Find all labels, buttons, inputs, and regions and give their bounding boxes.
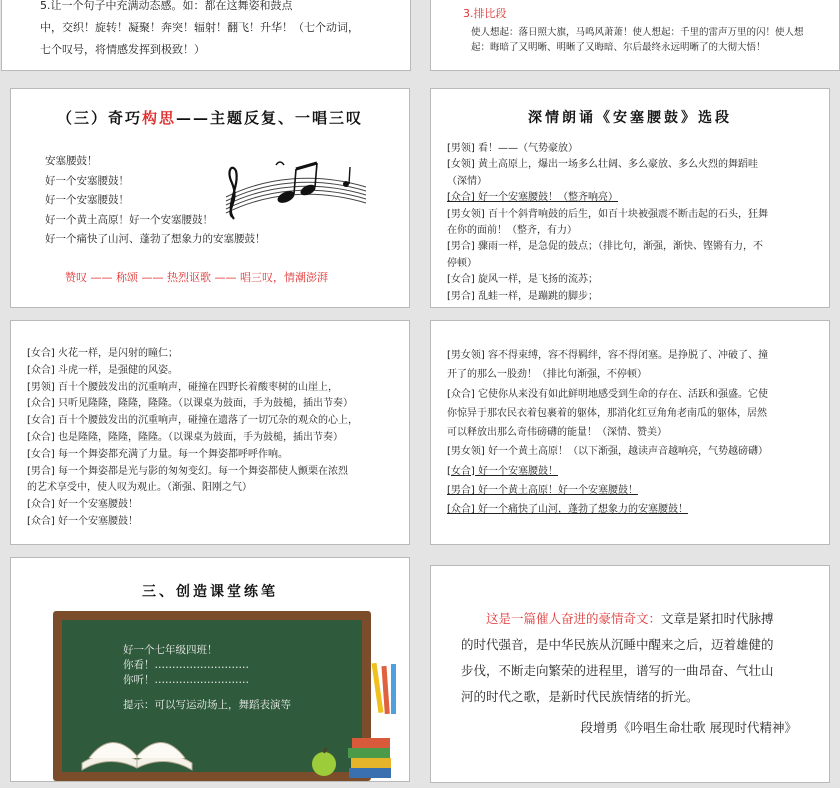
slide-2-text xyxy=(471,25,804,55)
text-line: 好一个安塞腰鼓！ xyxy=(45,174,129,187)
slide-8 xyxy=(430,565,830,783)
text-line: （深情） xyxy=(447,175,487,187)
slide-5 xyxy=(10,320,410,545)
text-line: 使人想起：落日照大旗，马鸣风萧萧！使人想起：千里的雷声万里的闪！使人想 xyxy=(471,27,804,38)
text-line: 河的时代之歌，是新时代民族情绪的折光。 xyxy=(461,689,699,704)
slide-3 xyxy=(10,88,410,308)
slide-1-text xyxy=(40,0,359,61)
text-line: [女合] 好一个安塞腰鼓！ xyxy=(447,465,558,477)
slide-2 xyxy=(430,0,840,71)
text-line: [男领] 百十个腰鼓发出的沉重响声，碰撞在四野长着酸枣树的山崖上， xyxy=(27,381,338,393)
text-line: [男合] 每一个舞姿都是光与影的匆匆变幻。每一个舞姿都使人颤栗在浓烈 xyxy=(27,465,348,477)
chalkboard-text xyxy=(123,643,291,713)
apple-icon xyxy=(309,746,339,778)
text-line: 在你的面前！（整齐，有力） xyxy=(447,225,577,237)
text-line: 七个叹号，将情感发挥到极致！） xyxy=(40,43,205,56)
books-stack-icon xyxy=(347,728,393,780)
slide-title: 深情朗诵《安塞腰鼓》选段 xyxy=(528,110,732,126)
reading-script xyxy=(447,346,768,520)
text-line: 好一个痛快了山河、蓬勃了想象力的安塞腰鼓！ xyxy=(45,233,266,245)
text-line: [众合] 好一个安塞腰鼓！（整齐响亮） xyxy=(447,192,618,204)
text-line: [女合] 旋风一样，是飞扬的流苏； xyxy=(447,274,598,286)
board-line: 你听！……………………… xyxy=(123,674,249,686)
text-line: [男女领] 百十个斜背响鼓的后生，如百十块被强震不断击起的石头，狂舞 xyxy=(447,208,768,220)
text-line: [众合] 斗虎一样，是强健的风姿。 xyxy=(27,364,178,376)
text-line: [男女领] 容不得束缚，容不得羁绊，容不得闭塞。是挣脱了、冲破了、撞 xyxy=(447,350,768,361)
text-line: [众合] 它使你从来没有如此鲜明地感受到生命的存在、活跃和强盛。它使 xyxy=(447,388,768,400)
text-line: 好一个安塞腰鼓！ xyxy=(45,194,129,206)
section-heading: 3.排比段 xyxy=(463,7,507,20)
reading-script xyxy=(447,141,768,305)
title-highlight: 构思 xyxy=(141,109,176,127)
citation: 段增勇《吟唱生命壮歌 展现时代精神》 xyxy=(580,720,797,735)
slide-title: 三、创造课堂练笔 xyxy=(142,584,278,600)
text-line: 开了的那么一股劲！（排比句渐强，不停顿） xyxy=(447,369,647,381)
text-line: 好一个黄土高原！好一个安塞腰鼓！ xyxy=(45,213,213,226)
text-part: 文章是紧扣时代脉搏 xyxy=(661,611,774,626)
text-line: [女合] 百十个腰鼓发出的沉重响声，碰撞在遗落了一切冗杂的观众的心上， xyxy=(27,415,358,427)
text-line: 中，交织！旋转！凝聚！奔突！辐射！翻飞！升华！（七个动词， xyxy=(40,21,359,34)
lead-highlight: 这是一篇催人奋进的豪情奇文： xyxy=(486,611,662,626)
book-icon xyxy=(77,718,197,778)
text-line: 安塞腰鼓！ xyxy=(45,155,98,167)
title-part: ——主题反复、一唱三叹 xyxy=(176,109,364,127)
text-line: 可以释放出那么奇伟磅礴的能量！（深情、赞美） xyxy=(447,427,667,439)
text-line: [男合] 骤雨一样，是急促的鼓点；（排比句，渐强，渐快、铿锵有力，不 xyxy=(447,241,763,253)
board-line: 你看！……………………… xyxy=(123,659,249,671)
slide-6 xyxy=(430,320,830,545)
summary-line: 赞叹 —— 称颂 —— 热烈讴歌 —— 唱三叹，情潮澎湃 xyxy=(65,271,328,284)
board-hint: 提示：可以写运动场上，舞蹈表演等 xyxy=(123,699,291,711)
text-line: [众合] 好一个安塞腰鼓！ xyxy=(27,499,138,511)
text-line: [女合] 每一个舞姿都充满了力量。每一个舞姿都呼呼作响。 xyxy=(27,448,288,460)
text-line: 停顿） xyxy=(447,257,477,269)
slide-4 xyxy=(430,88,830,308)
text-line: 步伐，不断走向繁荣的进程里，谱写的一曲昂奋、气壮山 xyxy=(461,663,774,678)
text-line: 的艺术享受中，使人叹为观止。（渐强、阳刚之气） xyxy=(27,482,252,494)
text-line: [众合] 好一个安塞腰鼓！ xyxy=(27,515,138,527)
text-line: [女领] 黄土高原上，爆出一场多么壮阔、多么豪放、多么火烈的舞蹈哇 xyxy=(447,159,758,171)
music-notes-icon xyxy=(216,157,376,227)
text-line: [男女领] 好一个黄土高原！（以下渐强，越读声音越响亮，气势越磅礴） xyxy=(447,446,768,458)
text-line: 起：晦暗了又明晰、明晰了又晦暗、尔后最终永远明晰了的大彻大悟！ xyxy=(471,42,766,53)
slide-1 xyxy=(1,0,411,71)
pencils-icon xyxy=(371,658,401,718)
commentary xyxy=(461,606,774,710)
slide-7 xyxy=(10,557,410,782)
text-line: 你惊异于那农民衣着包裹着的躯体，那消化红豆角角老南瓜的躯体，居然 xyxy=(447,407,767,419)
text-line: [女合] 火花一样，是闪射的瞳仁； xyxy=(27,348,178,359)
title-part: （三）奇巧 xyxy=(56,109,142,127)
reading-script xyxy=(27,346,358,531)
text-line: [众合] 也是隆隆，隆隆，隆隆。（以课桌为鼓面，手为鼓槌，插出节奏） xyxy=(27,431,343,443)
board-line: 好一个七年级四班！ xyxy=(123,644,218,656)
text-line: 的时代强音，是中华民族从沉睡中醒来之后，迈着雄健的 xyxy=(461,637,774,652)
text-line: [男合] 好一个黄土高原！好一个安塞腰鼓！ xyxy=(447,485,638,497)
slide-title xyxy=(11,107,409,128)
text-line: [众合] 好一个痛快了山河，蓬勃了想象力的安塞腰鼓！ xyxy=(447,504,688,516)
text-line xyxy=(461,606,774,632)
text-line: [众合] 只听见隆隆，隆隆，隆隆。（以课桌为鼓面，手为鼓槌，插出节奏） xyxy=(27,398,353,410)
text-line: [男领] 看！——（气势豪放） xyxy=(447,143,578,154)
text-line: [男合] 乱蛙一样，是蹦跳的脚步； xyxy=(447,290,598,302)
text-line: 5.让一个句子中充满动态感。如：都在这舞姿和鼓点 xyxy=(40,0,293,12)
